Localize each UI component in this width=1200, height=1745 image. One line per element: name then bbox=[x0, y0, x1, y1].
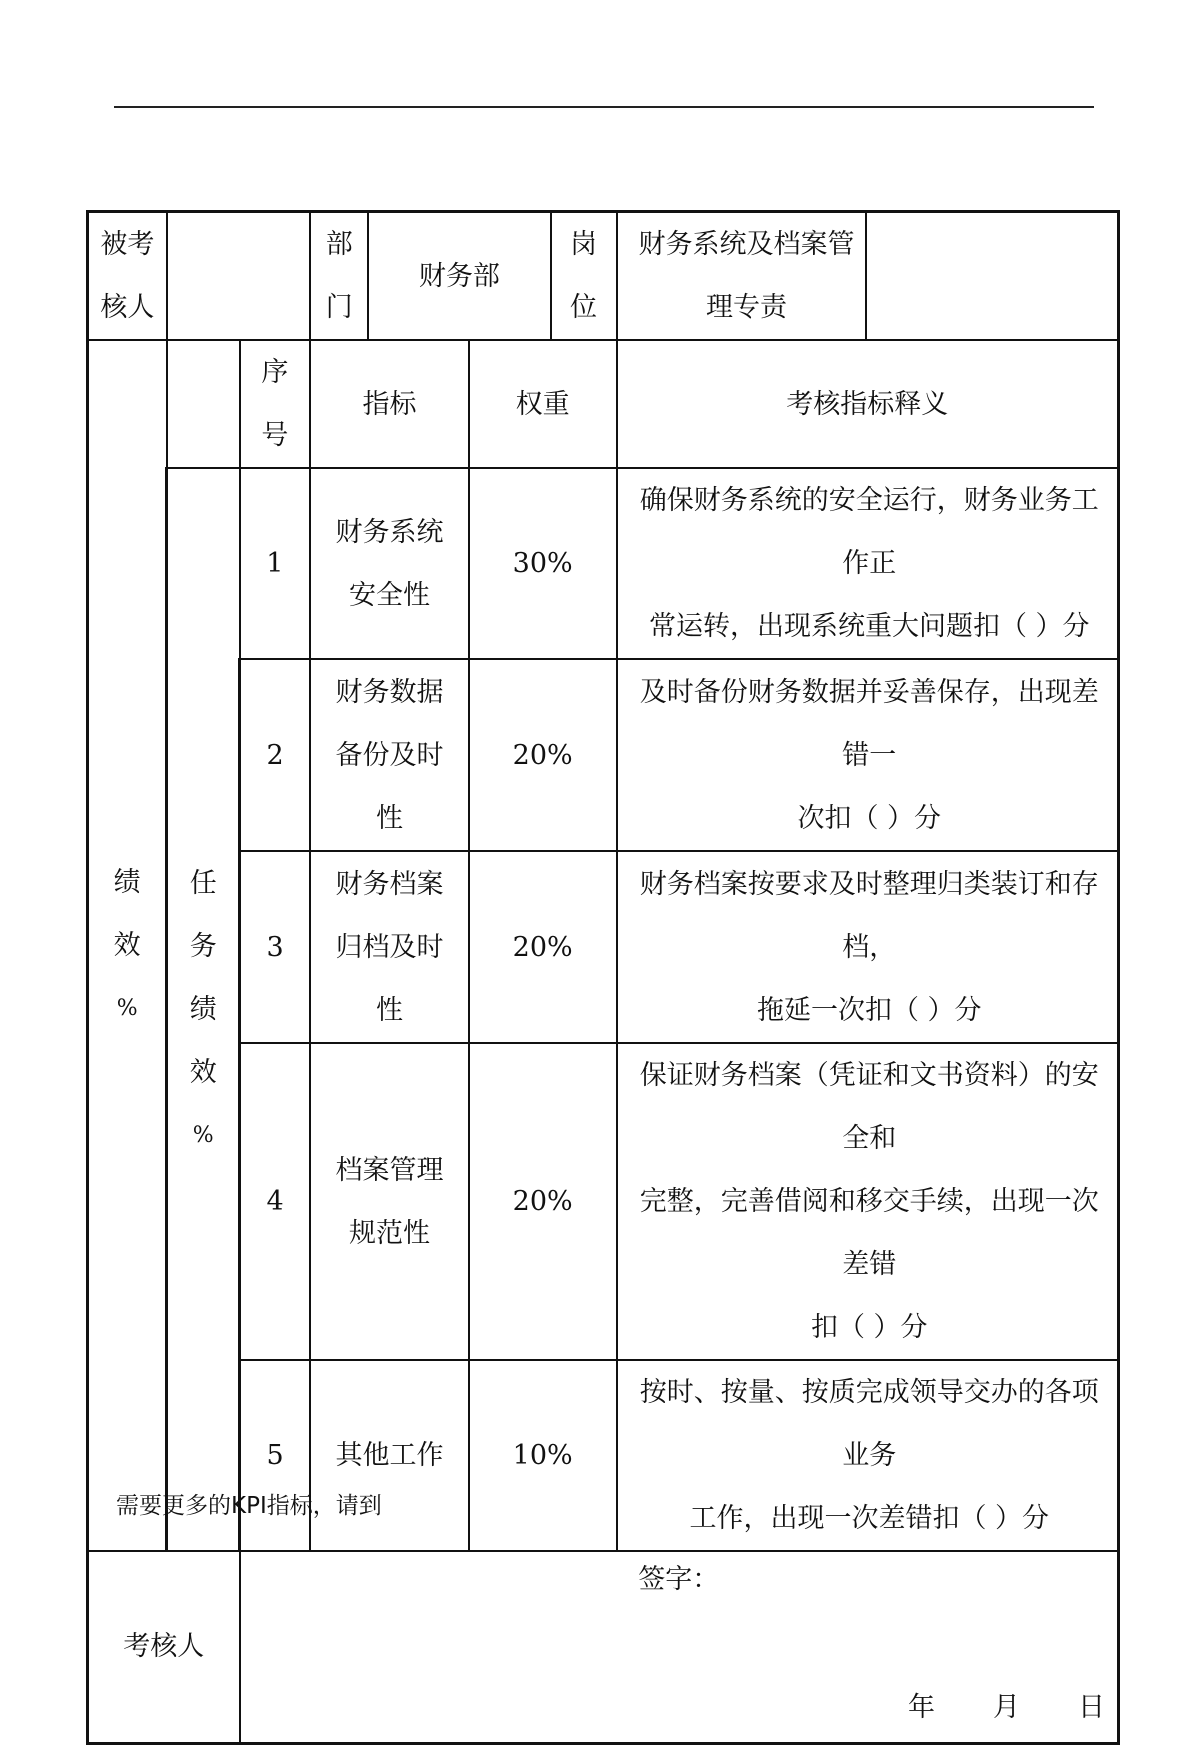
signoff-row bbox=[88, 1551, 1119, 1743]
table-row bbox=[88, 1360, 1119, 1551]
row-indicator: 财务数据 备份及时 性 bbox=[310, 659, 469, 851]
department-value: 财务部 bbox=[418, 260, 500, 292]
footer-note: 需要更多的KPI指标，请到 bbox=[116, 1493, 382, 1519]
task-performance-label: 任 务 绩 效 % bbox=[167, 468, 240, 1551]
row-indicator: 财务档案 归档及时 性 bbox=[310, 851, 469, 1043]
row-weight: 20% bbox=[469, 659, 617, 851]
table-row bbox=[88, 468, 1119, 659]
signature-label: 签字： bbox=[638, 1564, 720, 1595]
position-value: 财务系统及档案管 理专责 bbox=[617, 212, 867, 341]
row-definition: 财务档案按要求及时整理归类装订和存档， 拖延一次扣（ ）分 bbox=[617, 851, 1119, 1043]
table-row bbox=[88, 659, 1119, 851]
row-indicator: 财务系统 安全性 bbox=[310, 468, 469, 659]
row-weight: 20% bbox=[469, 851, 617, 1043]
header-row bbox=[88, 212, 1119, 341]
row-seq: 3 bbox=[240, 851, 311, 1043]
performance-group-label: 绩 效 % bbox=[88, 340, 167, 1551]
seq-header: 序 号 bbox=[240, 340, 311, 468]
department-label: 部 门 bbox=[311, 213, 369, 339]
day-label: 日 bbox=[1078, 1691, 1105, 1723]
row-definition: 及时备份财务数据并妥善保存，出现差错一 次扣（ ）分 bbox=[617, 659, 1119, 851]
month-label: 月 bbox=[993, 1691, 1020, 1723]
table-row bbox=[88, 851, 1119, 1043]
examinee-name-field[interactable] bbox=[167, 212, 310, 341]
definition-header: 考核指标释义 bbox=[617, 340, 1119, 468]
row-indicator: 其他工作 bbox=[310, 1360, 469, 1551]
row-seq: 1 bbox=[240, 468, 311, 659]
row-seq: 5 bbox=[240, 1360, 311, 1551]
column-header-row bbox=[88, 340, 1119, 468]
row-seq: 4 bbox=[240, 1043, 311, 1360]
blank-header-cell bbox=[167, 340, 240, 468]
row-definition: 确保财务系统的安全运行，财务业务工作正 常运转，出现系统重大问题扣（ ）分 bbox=[617, 468, 1119, 659]
year-label: 年 bbox=[908, 1691, 935, 1723]
row-seq: 2 bbox=[240, 659, 311, 851]
table-row bbox=[88, 1043, 1119, 1360]
row-weight: 30% bbox=[469, 468, 617, 659]
header-rule bbox=[114, 106, 1094, 108]
date-line bbox=[908, 1688, 1105, 1728]
row-definition: 保证财务档案（凭证和文书资料）的安全和 完整，完善借阅和移交手续，出现一次差错 扣（ ）分 bbox=[617, 1043, 1119, 1360]
weight-header: 权重 bbox=[469, 340, 617, 468]
row-weight: 20% bbox=[469, 1043, 617, 1360]
indicator-header: 指标 bbox=[310, 340, 469, 468]
department-block bbox=[310, 212, 616, 341]
position-label: 岗 位 bbox=[550, 213, 616, 339]
signature-area[interactable] bbox=[240, 1551, 1119, 1743]
row-indicator: 档案管理 规范性 bbox=[310, 1043, 469, 1360]
header-extra-field[interactable] bbox=[866, 212, 1118, 341]
row-weight: 10% bbox=[469, 1360, 617, 1551]
examinee-label: 被考 核人 bbox=[88, 212, 167, 341]
assessor-label: 考核人 bbox=[88, 1551, 240, 1743]
row-definition: 按时、按量、按质完成领导交办的各项业务 工作，出现一次差错扣（ ）分 bbox=[617, 1360, 1119, 1551]
